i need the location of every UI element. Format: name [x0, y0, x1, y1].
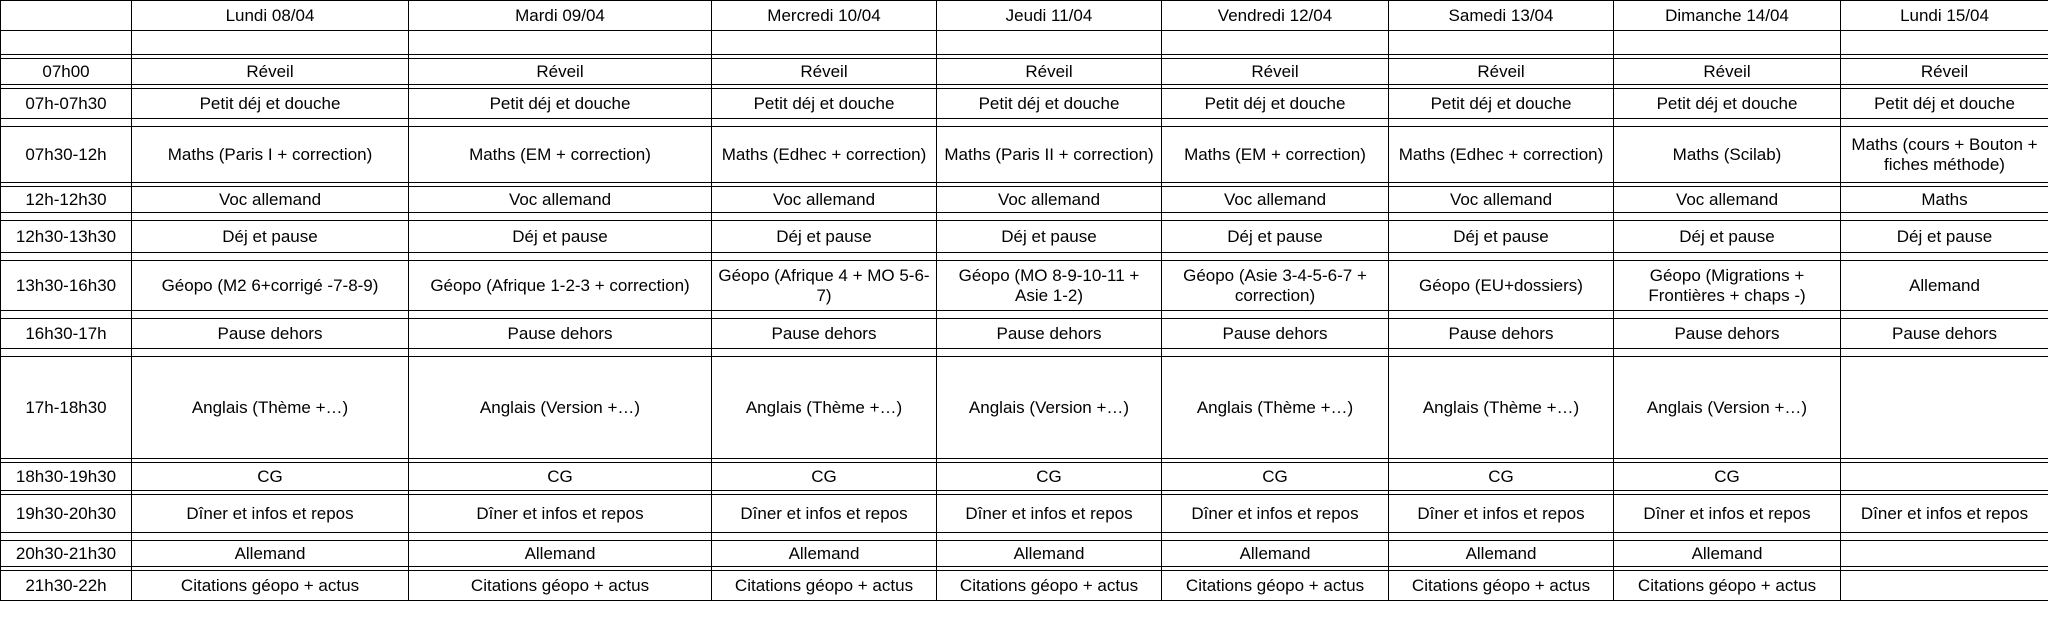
day-header-lundi-15-04: Lundi 15/04 [1841, 1, 2048, 31]
activity-cell: Dîner et infos et repos [409, 495, 712, 533]
separator-cell [937, 311, 1162, 319]
time-slot-label: 07h00 [1, 59, 132, 85]
activity-cell: Citations géopo + actus [132, 571, 409, 601]
activity-cell: Dîner et infos et repos [1162, 495, 1389, 533]
time-slot-label: 20h30-21h30 [1, 541, 132, 567]
activity-cell: Citations géopo + actus [1614, 571, 1841, 601]
separator-cell [1, 213, 132, 221]
activity-cell [1841, 541, 2048, 567]
activity-cell: Déj et pause [1389, 221, 1614, 253]
separator-cell [132, 349, 409, 357]
activity-cell: Citations géopo + actus [1389, 571, 1614, 601]
activity-cell: Déj et pause [712, 221, 937, 253]
activity-cell: Dîner et infos et repos [937, 495, 1162, 533]
separator-cell [937, 213, 1162, 221]
activity-cell: Citations géopo + actus [937, 571, 1162, 601]
row-separator [1, 119, 2048, 127]
separator-cell [1841, 311, 2048, 319]
activity-cell: Petit déj et douche [409, 89, 712, 119]
activity-cell: Pause dehors [1841, 319, 2048, 349]
activity-cell: Réveil [1162, 59, 1389, 85]
activity-cell: Déj et pause [132, 221, 409, 253]
time-slot-row [1, 221, 2048, 253]
activity-cell: Citations géopo + actus [1162, 571, 1389, 601]
activity-cell: Petit déj et douche [132, 89, 409, 119]
activity-cell: Voc allemand [1614, 187, 1841, 213]
activity-cell: Allemand [1614, 541, 1841, 567]
time-slot-row [1, 261, 2048, 311]
time-slot-label: 16h30-17h [1, 319, 132, 349]
activity-cell: Dîner et infos et repos [132, 495, 409, 533]
row-separator [1, 533, 2048, 541]
separator-cell [1389, 311, 1614, 319]
separator-cell [1389, 253, 1614, 261]
time-slot-label: 13h30-16h30 [1, 261, 132, 311]
separator-cell [1389, 533, 1614, 541]
activity-cell: CG [1162, 463, 1389, 491]
separator-cell [937, 119, 1162, 127]
time-slot-label: 18h30-19h30 [1, 463, 132, 491]
activity-cell [1841, 571, 2048, 601]
activity-cell: Maths (Paris II + correction) [937, 127, 1162, 183]
separator-cell [409, 533, 712, 541]
separator-cell [1614, 253, 1841, 261]
separator-cell [409, 213, 712, 221]
separator-cell [937, 349, 1162, 357]
header-row [1, 1, 2048, 31]
separator-cell [1841, 119, 2048, 127]
separator-cell [409, 349, 712, 357]
activity-cell: Pause dehors [1614, 319, 1841, 349]
activity-cell: Anglais (Version +…) [409, 357, 712, 459]
separator-cell [1, 533, 132, 541]
empty-cell [1841, 31, 2048, 55]
empty-cell [937, 31, 1162, 55]
separator-cell [712, 349, 937, 357]
empty-cell [1389, 31, 1614, 55]
activity-cell: Dîner et infos et repos [1389, 495, 1614, 533]
corner-cell [1, 1, 132, 31]
separator-cell [712, 533, 937, 541]
activity-cell: Maths (Edhec + correction) [1389, 127, 1614, 183]
separator-cell [712, 311, 937, 319]
activity-cell: Anglais (Thème +…) [1389, 357, 1614, 459]
activity-cell: Petit déj et douche [1841, 89, 2048, 119]
activity-cell: Géopo (Afrique 4 + MO 5-6-7) [712, 261, 937, 311]
activity-cell: Voc allemand [937, 187, 1162, 213]
activity-cell: CG [1389, 463, 1614, 491]
activity-cell: CG [409, 463, 712, 491]
activity-cell: Réveil [409, 59, 712, 85]
day-header-lundi-08-04: Lundi 08/04 [132, 1, 409, 31]
separator-cell [712, 213, 937, 221]
separator-cell [1, 311, 132, 319]
activity-cell: CG [132, 463, 409, 491]
empty-cell [1162, 31, 1389, 55]
separator-cell [1614, 311, 1841, 319]
time-slot-row [1, 187, 2048, 213]
separator-cell [132, 533, 409, 541]
day-header-dimanche-14-04: Dimanche 14/04 [1614, 1, 1841, 31]
separator-cell [1162, 119, 1389, 127]
activity-cell: Pause dehors [132, 319, 409, 349]
separator-cell [1614, 533, 1841, 541]
day-header-vendredi-12-04: Vendredi 12/04 [1162, 1, 1389, 31]
separator-cell [1389, 213, 1614, 221]
activity-cell: Dîner et infos et repos [1614, 495, 1841, 533]
activity-cell: Voc allemand [409, 187, 712, 213]
separator-cell [1, 349, 132, 357]
separator-cell [132, 311, 409, 319]
activity-cell: Maths (cours + Bouton + fiches méthode) [1841, 127, 2048, 183]
activity-cell: Géopo (EU+dossiers) [1389, 261, 1614, 311]
activity-cell: CG [937, 463, 1162, 491]
activity-cell: Déj et pause [409, 221, 712, 253]
empty-cell [132, 31, 409, 55]
separator-cell [1841, 533, 2048, 541]
separator-cell [1841, 349, 2048, 357]
time-slot-row [1, 319, 2048, 349]
activity-cell: CG [1614, 463, 1841, 491]
time-slot-label: 12h-12h30 [1, 187, 132, 213]
activity-cell: Géopo (Migrations + Frontières + chaps -) [1614, 261, 1841, 311]
separator-cell [1162, 533, 1389, 541]
activity-cell: Réveil [132, 59, 409, 85]
activity-cell: Petit déj et douche [1389, 89, 1614, 119]
separator-cell [1389, 119, 1614, 127]
time-slot-row [1, 357, 2048, 459]
activity-cell: Réveil [1389, 59, 1614, 85]
separator-cell [1389, 349, 1614, 357]
activity-cell: Citations géopo + actus [712, 571, 937, 601]
separator-cell [712, 119, 937, 127]
activity-cell [1841, 357, 2048, 459]
row-separator [1, 349, 2048, 357]
activity-cell: Voc allemand [712, 187, 937, 213]
time-slot-label: 17h-18h30 [1, 357, 132, 459]
separator-cell [1, 253, 132, 261]
activity-cell: Maths (Paris I + correction) [132, 127, 409, 183]
separator-cell [712, 253, 937, 261]
separator-cell [409, 311, 712, 319]
separator-cell [1162, 253, 1389, 261]
time-slot-row [1, 89, 2048, 119]
separator-cell [132, 119, 409, 127]
time-slot-label: 07h-07h30 [1, 89, 132, 119]
activity-cell: Réveil [1614, 59, 1841, 85]
activity-cell: Voc allemand [1389, 187, 1614, 213]
activity-cell: Petit déj et douche [1614, 89, 1841, 119]
separator-cell [1841, 253, 2048, 261]
separator-cell [132, 213, 409, 221]
empty-cell [1, 31, 132, 55]
row-separator [1, 213, 2048, 221]
activity-cell: Maths (Scilab) [1614, 127, 1841, 183]
activity-cell: Pause dehors [712, 319, 937, 349]
activity-cell: Pause dehors [937, 319, 1162, 349]
day-header-mardi-09-04: Mardi 09/04 [409, 1, 712, 31]
activity-cell: Anglais (Thème +…) [132, 357, 409, 459]
activity-cell: Citations géopo + actus [409, 571, 712, 601]
row-separator [1, 311, 2048, 319]
activity-cell: Pause dehors [1389, 319, 1614, 349]
separator-cell [1162, 213, 1389, 221]
day-header-jeudi-11-04: Jeudi 11/04 [937, 1, 1162, 31]
activity-cell: Déj et pause [1162, 221, 1389, 253]
separator-cell [1841, 213, 2048, 221]
time-slot-label: 12h30-13h30 [1, 221, 132, 253]
activity-cell: Petit déj et douche [1162, 89, 1389, 119]
activity-cell: Allemand [409, 541, 712, 567]
activity-cell: Déj et pause [1841, 221, 2048, 253]
activity-cell: Maths (EM + correction) [409, 127, 712, 183]
activity-cell: Allemand [1389, 541, 1614, 567]
activity-cell: Géopo (Asie 3-4-5-6-7 + correction) [1162, 261, 1389, 311]
empty-cell [712, 31, 937, 55]
activity-cell: Allemand [1162, 541, 1389, 567]
activity-cell: Anglais (Version +…) [937, 357, 1162, 459]
time-slot-row [1, 127, 2048, 183]
time-slot-label: 19h30-20h30 [1, 495, 132, 533]
activity-cell: Allemand [937, 541, 1162, 567]
activity-cell: Anglais (Thème +…) [712, 357, 937, 459]
separator-cell [1, 119, 132, 127]
activity-cell: Géopo (MO 8-9-10-11 + Asie 1-2) [937, 261, 1162, 311]
activity-cell: Pause dehors [1162, 319, 1389, 349]
activity-cell: Anglais (Version +…) [1614, 357, 1841, 459]
activity-cell: Déj et pause [937, 221, 1162, 253]
day-header-samedi-13-04: Samedi 13/04 [1389, 1, 1614, 31]
activity-cell: CG [712, 463, 937, 491]
activity-cell: Allemand [712, 541, 937, 567]
activity-cell: Anglais (Thème +…) [1162, 357, 1389, 459]
time-slot-label: 07h30-12h [1, 127, 132, 183]
time-slot-label: 21h30-22h [1, 571, 132, 601]
separator-cell [937, 253, 1162, 261]
activity-cell: Dîner et infos et repos [712, 495, 937, 533]
time-slot-row [1, 541, 2048, 567]
activity-cell: Déj et pause [1614, 221, 1841, 253]
separator-cell [1162, 311, 1389, 319]
separator-cell [1614, 119, 1841, 127]
empty-row [1, 31, 2048, 55]
separator-cell [132, 253, 409, 261]
activity-cell: Maths (Edhec + correction) [712, 127, 937, 183]
separator-cell [1614, 349, 1841, 357]
time-slot-row [1, 59, 2048, 85]
activity-cell: Réveil [1841, 59, 2048, 85]
day-header-mercredi-10-04: Mercredi 10/04 [712, 1, 937, 31]
separator-cell [937, 533, 1162, 541]
activity-cell: Petit déj et douche [712, 89, 937, 119]
activity-cell: Allemand [132, 541, 409, 567]
activity-cell [1841, 463, 2048, 491]
separator-cell [409, 253, 712, 261]
time-slot-row [1, 495, 2048, 533]
time-slot-row [1, 571, 2048, 601]
empty-cell [1614, 31, 1841, 55]
separator-cell [1162, 349, 1389, 357]
activity-cell: Géopo (M2 6+corrigé -7-8-9) [132, 261, 409, 311]
activity-cell: Voc allemand [132, 187, 409, 213]
time-slot-row [1, 463, 2048, 491]
activity-cell: Maths [1841, 187, 2048, 213]
activity-cell: Maths (EM + correction) [1162, 127, 1389, 183]
activity-cell: Pause dehors [409, 319, 712, 349]
row-separator [1, 253, 2048, 261]
empty-cell [409, 31, 712, 55]
activity-cell: Petit déj et douche [937, 89, 1162, 119]
activity-cell: Dîner et infos et repos [1841, 495, 2048, 533]
activity-cell: Réveil [937, 59, 1162, 85]
separator-cell [1614, 213, 1841, 221]
separator-cell [409, 119, 712, 127]
activity-cell: Réveil [712, 59, 937, 85]
activity-cell: Allemand [1841, 261, 2048, 311]
activity-cell: Voc allemand [1162, 187, 1389, 213]
activity-cell: Géopo (Afrique 1-2-3 + correction) [409, 261, 712, 311]
